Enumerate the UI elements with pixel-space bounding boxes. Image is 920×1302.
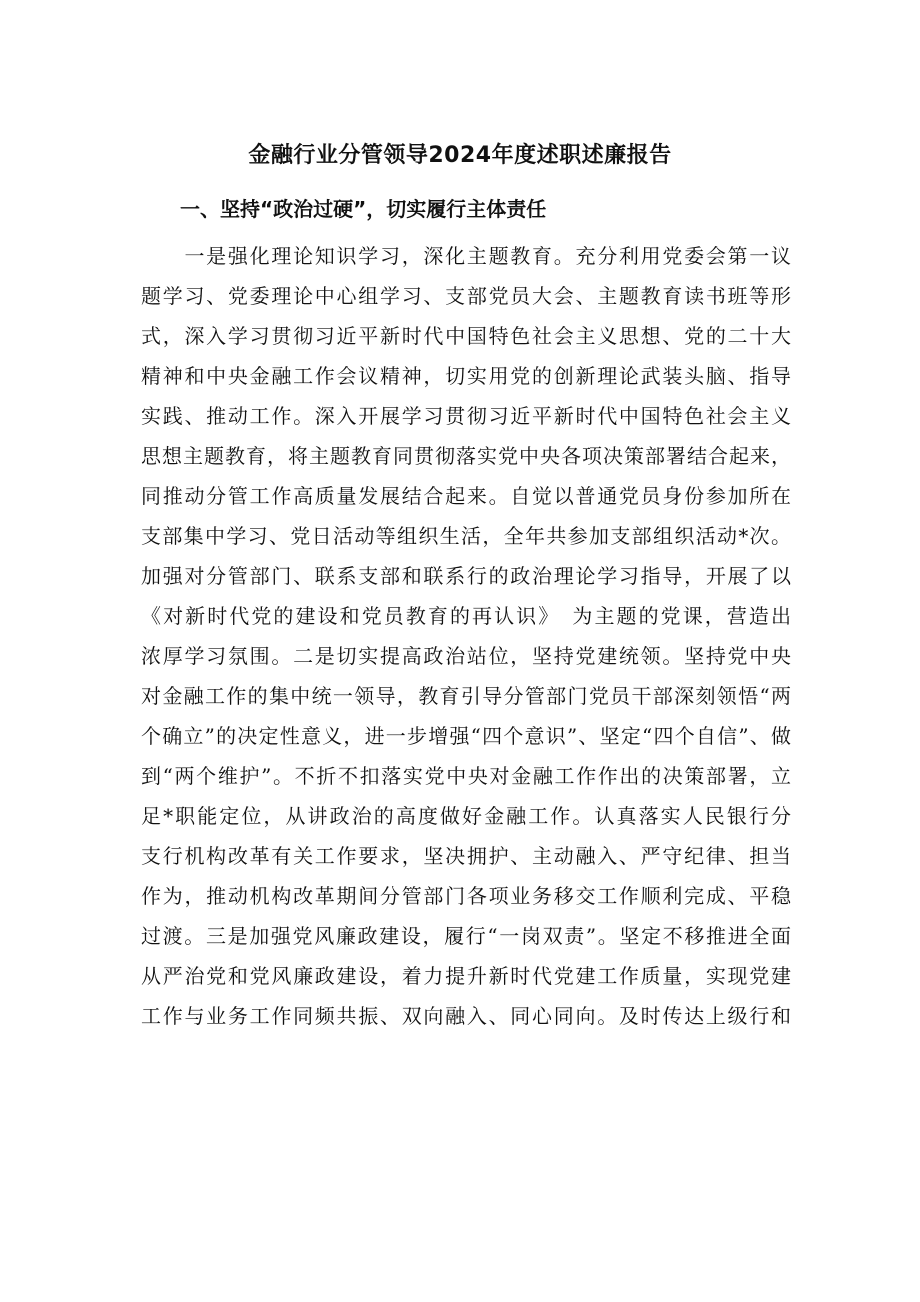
document-title: 金融行业分管领导2024年度述职述廉报告 [248, 143, 672, 168]
text-line: 过渡。三是加强党风廉政建设，履行“一岗双责”。坚定不移推进全面 [141, 924, 791, 948]
text-line: 思想主题教育，将主题教育同贯彻落实党中央各项决策部署结合起来， [141, 444, 791, 468]
text-line: 到“两个维护”。不折不扣落实党中央对金融工作作出的决策部署，立 [141, 764, 791, 788]
text-line: 《对新时代党的建设和党员教育的再认识》 为主题的党课，营造出 [141, 604, 791, 628]
text-line: 工作与业务工作同频共振、双向融入、同心同向。及时传达上级行和 [141, 1004, 791, 1028]
text-line: 一是强化理论知识学习，深化主题教育。充分利用党委会第一议 [141, 244, 791, 268]
text-line: 支行机构改革有关工作要求，坚决拥护、主动融入、严守纪律、担当 [141, 844, 791, 868]
text-line: 从严治党和党风廉政建设，着力提升新时代党建工作质量，实现党建 [141, 964, 791, 988]
text-line: 精神和中央金融工作会议精神，切实用党的创新理论武装头脑、指导 [141, 364, 791, 388]
text-line: 浓厚学习氛围。二是切实提高政治站位，坚持党建统领。坚持党中央 [141, 644, 791, 668]
text-line: 题学习、党委理论中心组学习、支部党员大会、主题教育读书班等形 [141, 284, 791, 308]
body-paragraph [141, 236, 791, 1036]
text-line: 支部集中学习、党日活动等组织生活，全年共参加支部组织活动*次。 [141, 524, 791, 548]
section-heading: 一、坚持“政治过硬”，切实履行主体责任 [180, 197, 547, 221]
text-line: 对金融工作的集中统一领导，教育引导分管部门党员干部深刻领悟“两 [141, 684, 791, 708]
text-line: 作为，推动机构改革期间分管部门各项业务移交工作顺利完成、平稳 [141, 884, 791, 908]
text-line: 实践、推动工作。深入开展学习贯彻习近平新时代中国特色社会主义 [141, 404, 791, 428]
text-line: 足*职能定位，从讲政治的高度做好金融工作。认真落实人民银行分 [141, 804, 791, 828]
text-line: 个确立”的决定性意义，进一步增强“四个意识”、坚定“四个自信”、做 [141, 724, 791, 748]
text-line: 同推动分管工作高质量发展结合起来。自觉以普通党员身份参加所在 [141, 484, 791, 508]
text-line: 加强对分管部门、联系支部和联系行的政治理论学习指导，开展了以 [141, 564, 791, 588]
text-line: 式，深入学习贯彻习近平新时代中国特色社会主义思想、党的二十大 [141, 324, 791, 348]
